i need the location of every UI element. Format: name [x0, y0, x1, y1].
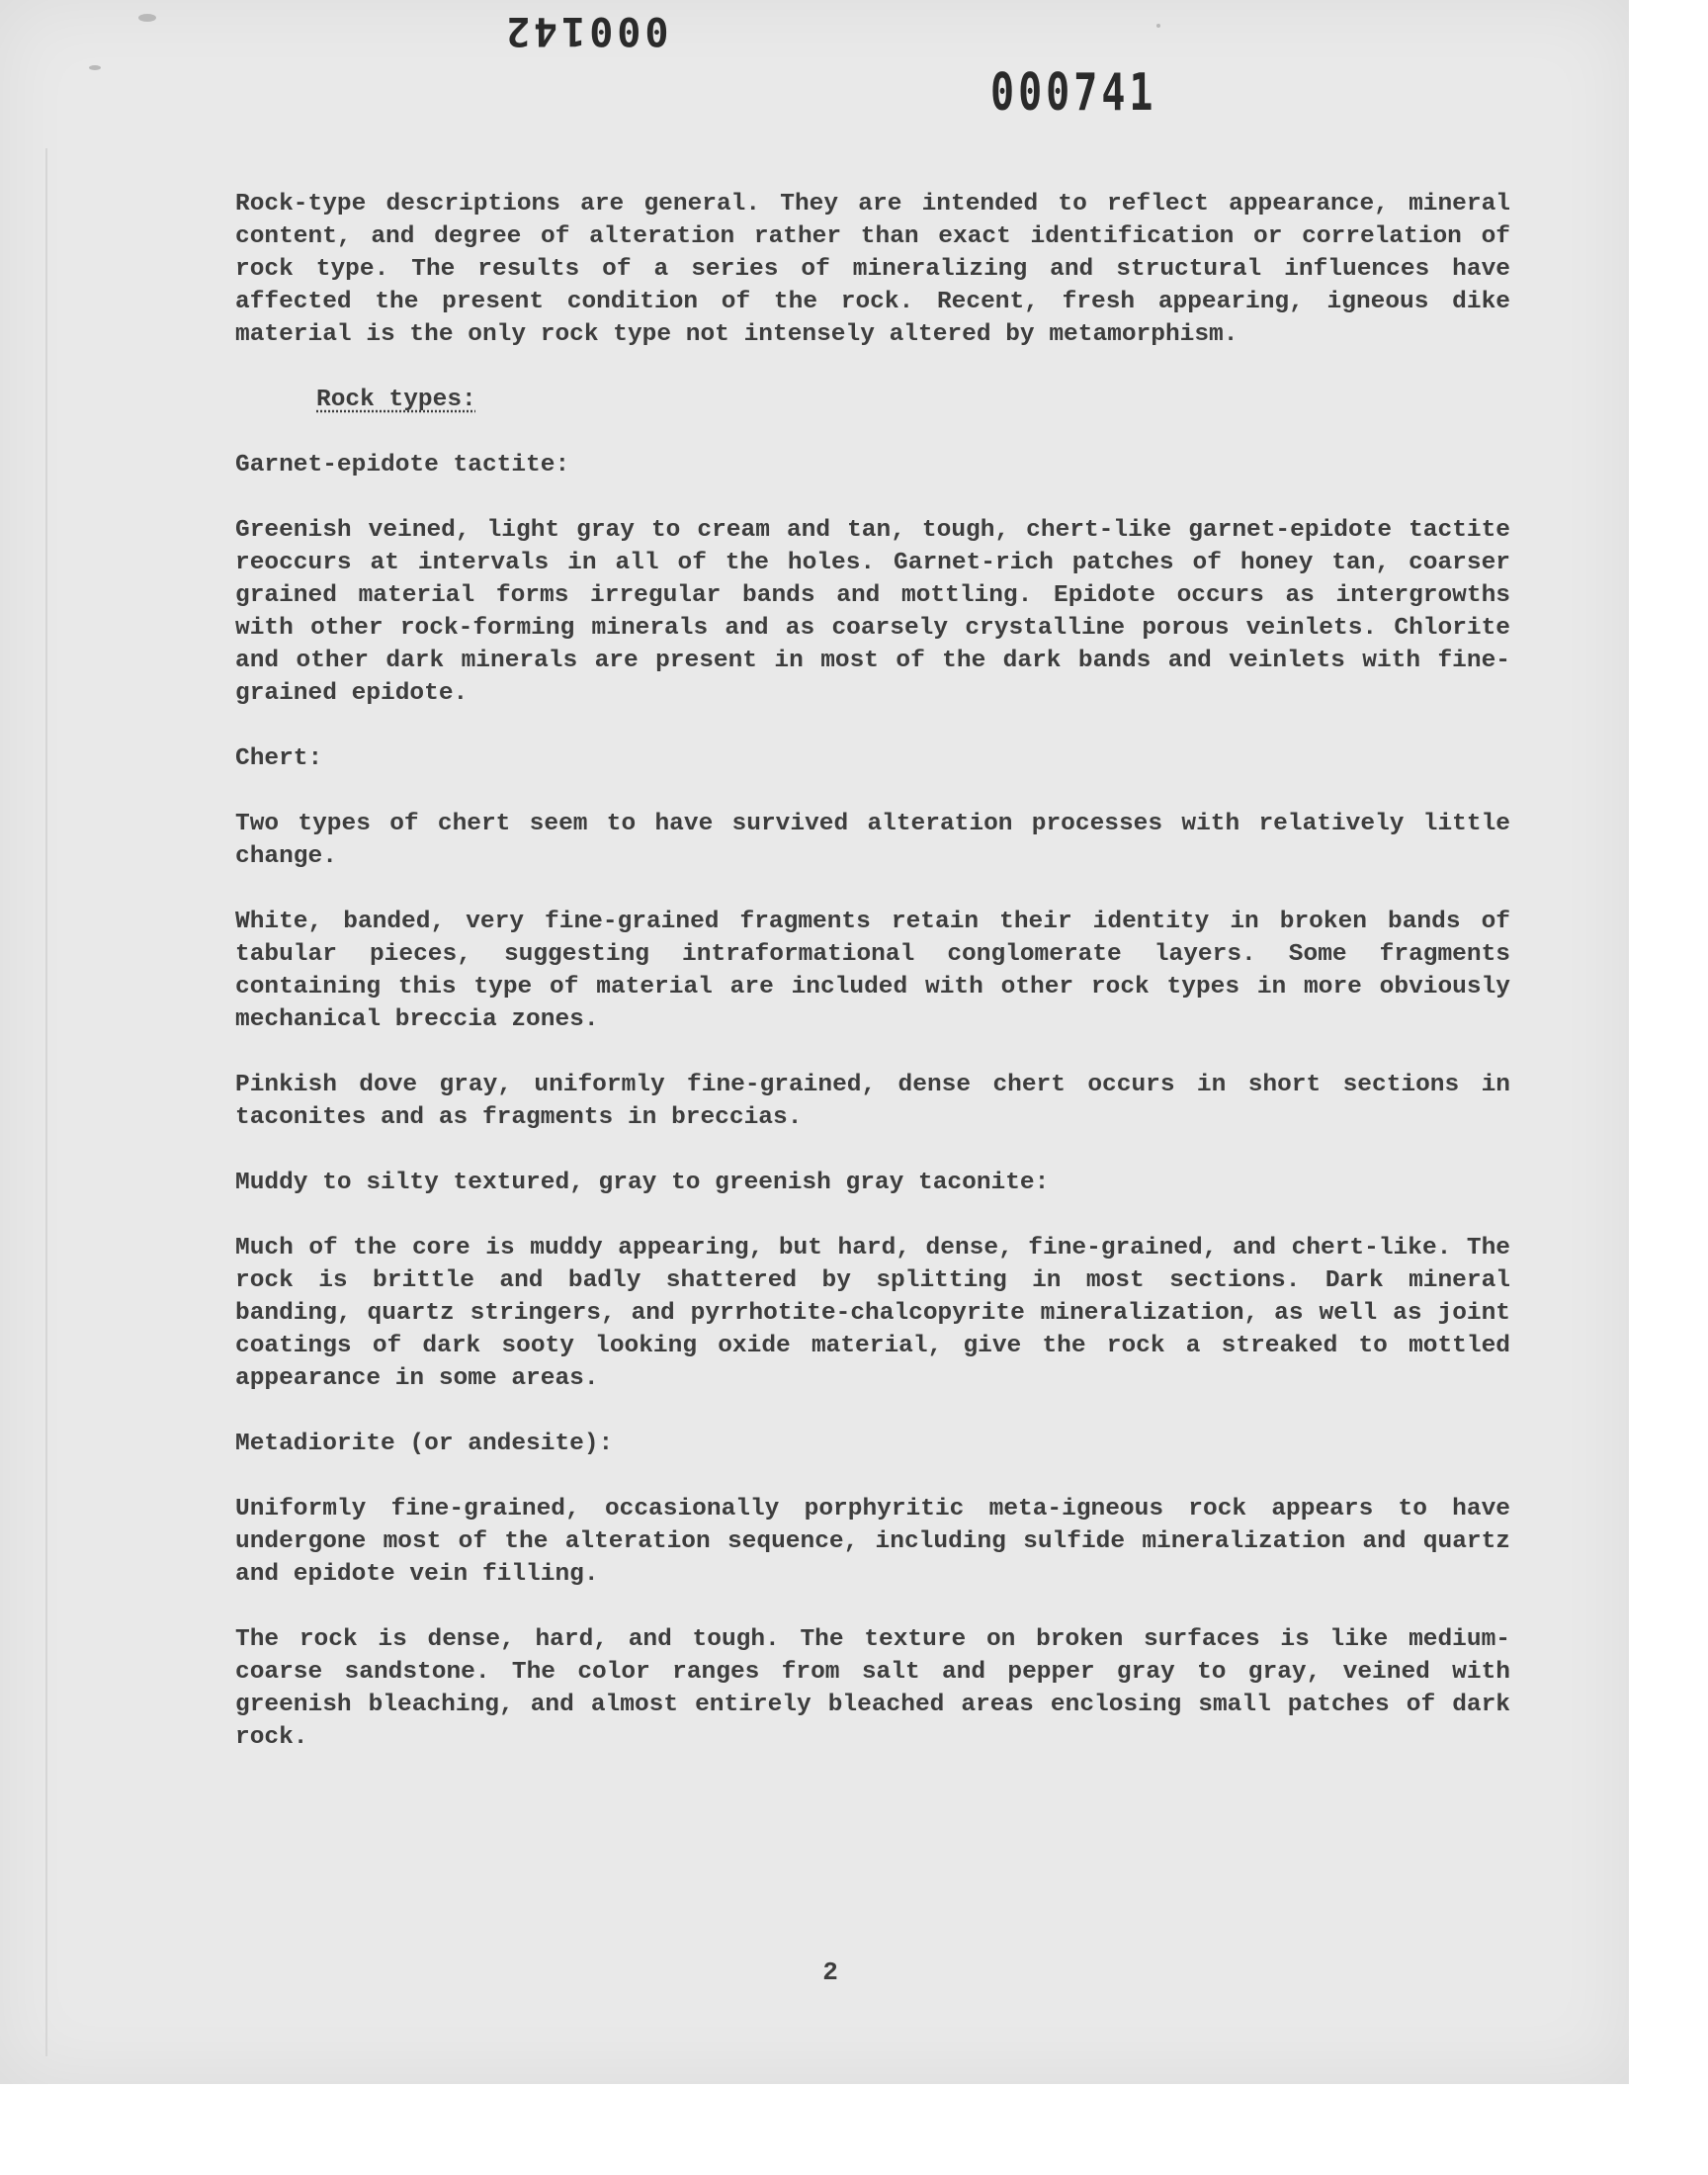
chert-paragraph-3: Pinkish dove gray, uniformly fine-grained, dense chert occurs in short sections in taconites and as fragments in breccias. [235, 1072, 1510, 1131]
intro-paragraph: Rock-type descriptions are general. They are intended to reflect appearance, mineral content, and degree of alteration rather than exact identification or correlation of rock type. The results of a series of mineralizing and structural influences have affected the present condition of the rock. Recent, fresh appearing, igneous dike material is the only rock type not intensely altered by metamorphism. [235, 191, 1510, 348]
garnet-epidote-heading: Garnet-epidote tactite: [235, 452, 570, 478]
page-number: 2 [822, 1958, 838, 1987]
page-edge-shadow [45, 148, 47, 2056]
inverted-document-stamp [502, 8, 669, 53]
chert-heading: Chert: [235, 745, 323, 772]
document-number-stamp: 000741 [990, 63, 1157, 123]
chert-paragraph-2: White, banded, very fine-grained fragments retain their identity in broken bands of tabular pieces, suggesting intraformational conglomerate layers. Some fragments containing this type of material are included with other rock types in more obviously mechanical breccia zones. [235, 909, 1510, 1033]
taconite-paragraph: Much of the core is muddy appearing, but hard, dense, fine-grained, and chert-like. The rock is brittle and badly shattered by splitting in most sections. Dark mineral banding, quartz stringers, and pyrrhotite-chalcopyrite mineralization, as well as joint coatings of dark sooty looking oxide material, give the rock a streaked to mottled appearance in some areas. [235, 1235, 1510, 1392]
scan-speck [89, 65, 101, 70]
scan-speck [1156, 24, 1160, 28]
rock-types-heading [235, 384, 1510, 416]
metadiorite-heading: Metadiorite (or andesite): [235, 1431, 614, 1457]
garnet-epidote-paragraph: Greenish veined, light gray to cream and tan, tough, chert-like garnet-epidote tactite reoccurs at intervals in all of the holes. Garnet-rich patches of honey tan, coarser grained material forms irregular bands and mottling. Epidote occurs as intergrowths with other rock-forming minerals and as coarsely crystalline porous veinlets. Chlorite and other dark minerals are present in most of the dark bands and veinlets with fine-grained epidote. [235, 517, 1510, 707]
document-body [235, 188, 1510, 1786]
metadiorite-paragraph-2: The rock is dense, hard, and tough. The texture on broken surfaces is like medium-coarse sandstone. The color ranges from salt and pepper gray to gray, veined with greenish bleaching, and almost entirely bleached areas enclosing small patches of dark rock. [235, 1626, 1510, 1751]
metadiorite-paragraph-1: Uniformly fine-grained, occasionally porphyritic meta-igneous rock appears to have undergone most of the alteration sequence, including sulfide mineralization and quartz and epidote vein filling. [235, 1496, 1510, 1588]
inverted-stamp-text: 000142 [502, 8, 669, 53]
chert-paragraph-1: Two types of chert seem to have survived alteration processes with relatively little change. [235, 811, 1510, 870]
rock-types-heading-text: Rock types: [316, 387, 476, 413]
taconite-heading: Muddy to silty textured, gray to greenish gray taconite: [235, 1170, 1050, 1196]
scan-speck [138, 14, 156, 22]
